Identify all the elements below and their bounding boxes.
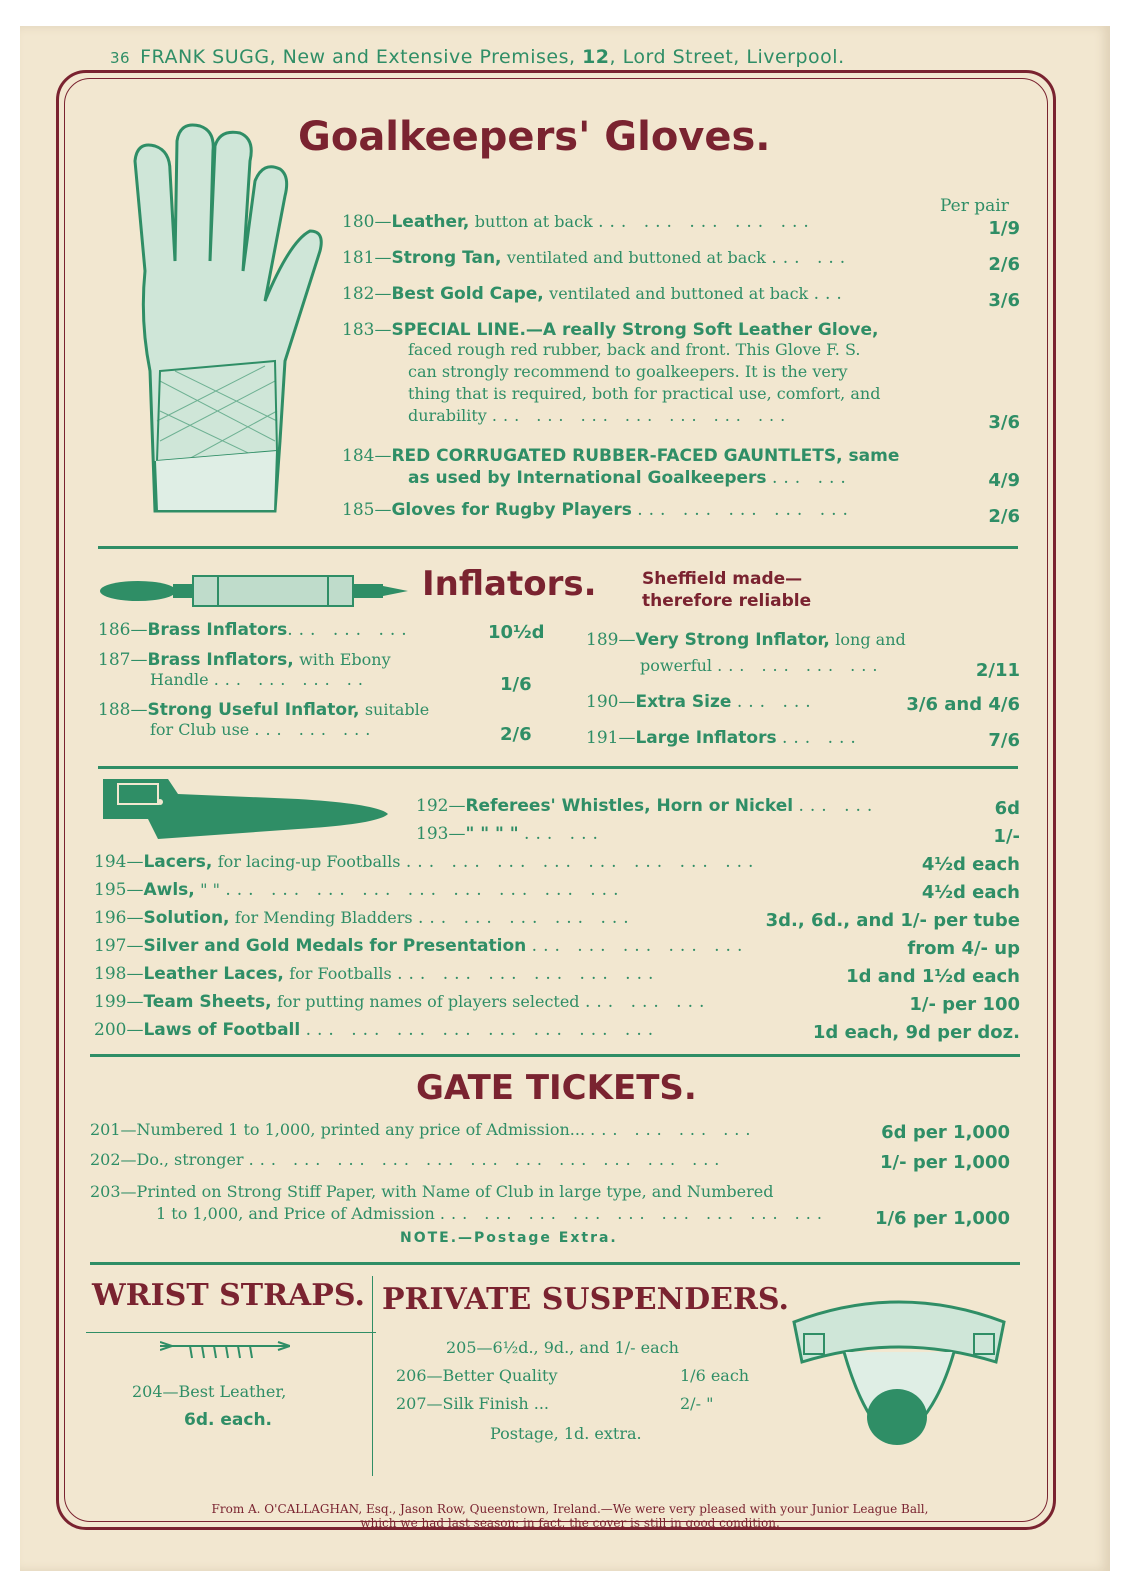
- column-divider: [372, 1276, 373, 1476]
- gate-tickets-title: GATE TICKETS.: [416, 1068, 697, 1108]
- price: 1/- per 100: [909, 994, 1020, 1015]
- list-item: 186—Brass Inflators... ... ...: [98, 620, 413, 640]
- price: 1/6: [500, 674, 532, 695]
- list-item: 191—Large Inflators ... ...: [586, 728, 862, 748]
- wrist-divider: [86, 1332, 376, 1333]
- item-desc: can strongly recommend to goalkeepers. It is the very: [408, 362, 848, 381]
- price: 1/-: [993, 826, 1020, 847]
- price: 2/- ": [680, 1394, 714, 1413]
- price: 1/6 each: [680, 1366, 750, 1385]
- list-item: 183—SPECIAL LINE.—A really Strong Soft Leather Glove,: [342, 320, 879, 340]
- postage-note: Postage, 1d. extra.: [490, 1424, 642, 1443]
- item-desc: thing that is required, both for practical use, comfort, and: [408, 384, 881, 403]
- price: 3d., 6d., and 1/- per tube: [765, 910, 1020, 931]
- header-text-d: , Lord Street, Liverpool.: [609, 46, 845, 68]
- postage-note: NOTE.—Postage Extra.: [400, 1230, 618, 1246]
- wrist-item: 204—Best Leather,: [132, 1382, 287, 1401]
- header-text-b: , New and Extensive Premises,: [269, 46, 583, 68]
- testimonial-footer: From A. O'CALLAGHAN, Esq., Jason Row, Queenstown, Ireland.—We were very pleased with your Junior League Ball, which we had last season; in fact, the cover is still in good condition.: [211, 1502, 929, 1530]
- price: 2/6: [500, 724, 532, 745]
- price: 2/11: [975, 660, 1020, 681]
- inflator-illustration: [98, 566, 418, 616]
- whistle-illustration: [98, 774, 398, 844]
- list-item: 207—Silk Finish ...: [396, 1394, 550, 1413]
- per-pair-label: Per pair: [940, 196, 1009, 216]
- catalogue-page: [20, 26, 1110, 1571]
- list-item: 203—Printed on Strong Stiff Paper, with Name of Club in large type, and Numbered: [90, 1182, 774, 1201]
- suspender-illustration: [784, 1292, 1014, 1462]
- price: 3/6: [988, 290, 1020, 311]
- list-item: 198—Leather Laces, for Footballs ... ... ... ... ... ...: [94, 964, 660, 984]
- list-item: 202—Do., stronger ... ... ... ... ... ... ... ... ... ... ...: [90, 1150, 726, 1169]
- list-item: 194—Lacers, for lacing-up Footballs ... ... ... ... ... ... ... ...: [94, 852, 760, 872]
- price: 3/6 and 4/6: [906, 694, 1020, 715]
- list-item: 180—Leather, button at back ... ... ... ... ...: [342, 212, 815, 232]
- section-divider: [98, 546, 1018, 549]
- item-desc: powerful ... ... ... ...: [640, 656, 884, 675]
- price: 10½d: [488, 622, 545, 643]
- list-item: 192—Referees' Whistles, Horn or Nickel ... ...: [416, 796, 879, 816]
- list-item: 206—Better Quality: [396, 1366, 558, 1385]
- price: 1/- per 1,000: [879, 1152, 1010, 1173]
- price: 2/6: [988, 254, 1020, 275]
- wrist-price: 6d. each.: [184, 1410, 273, 1430]
- inflators-tagline: Sheffield made— therefore reliable: [642, 569, 812, 611]
- price: 4/9: [988, 470, 1020, 491]
- list-item: 201—Numbered 1 to 1,000, printed any price of Admission... ... ... ... ...: [90, 1120, 757, 1139]
- list-item: 195—Awls, " " ... ... ... ... ... ... ... ... ...: [94, 880, 625, 900]
- price: 1/9: [988, 218, 1020, 239]
- list-item: 197—Silver and Gold Medals for Presentation ... ... ... ... ...: [94, 936, 749, 956]
- item-desc: Handle ... ... ... ..: [150, 670, 369, 689]
- gloves-title: Goalkeepers' Gloves.: [298, 114, 771, 160]
- list-item: 199—Team Sheets, for putting names of players selected ... ... ...: [94, 992, 711, 1012]
- list-item: 187—Brass Inflators, with Ebony: [98, 650, 391, 670]
- price: 3/6: [988, 412, 1020, 433]
- suspenders-title: PRIVATE SUSPENDERS.: [382, 1282, 789, 1317]
- price: 1/6 per 1,000: [874, 1208, 1010, 1229]
- list-item: 196—Solution, for Mending Bladders ... ... ... ... ...: [94, 908, 635, 928]
- list-item: 190—Extra Size ... ...: [586, 692, 817, 712]
- item-desc: durability ... ... ... ... ... ... ...: [408, 406, 792, 425]
- item-desc: as used by International Goalkeepers ... ...: [408, 468, 852, 488]
- wrist-straps-title: WRIST STRAPS.: [92, 1278, 365, 1313]
- item-desc: 1 to 1,000, and Price of Admission ... ... ... ... ... ... ... ... ...: [156, 1204, 828, 1223]
- section-divider: [90, 1054, 1020, 1057]
- price: 1d and 1½d each: [846, 966, 1020, 987]
- list-item: 193—" " " " ... ...: [416, 824, 604, 844]
- section-divider: [90, 1262, 1020, 1265]
- wrist-strap-illustration: [160, 1338, 290, 1362]
- list-item: 185—Gloves for Rugby Players ... ... ... ... ...: [342, 500, 854, 520]
- page-header: [110, 46, 1090, 68]
- price: from 4/- up: [907, 938, 1020, 959]
- price: 1d each, 9d per doz.: [812, 1022, 1020, 1043]
- list-item: 182—Best Gold Cape, ventilated and buttoned at back ...: [342, 284, 848, 304]
- list-item: 189—Very Strong Inflator, long and: [586, 630, 906, 650]
- list-item: 184—RED CORRUGATED RUBBER-FACED GAUNTLETS, same: [342, 446, 900, 466]
- item-desc: for Club use ... ... ...: [150, 720, 377, 739]
- list-item: 205—6½d., 9d., and 1/- each: [446, 1338, 679, 1357]
- price: 2/6: [988, 506, 1020, 527]
- item-desc: faced rough red rubber, back and front. This Glove F. S.: [408, 340, 861, 359]
- price: 7/6: [988, 730, 1020, 751]
- inflators-title: Inflators.: [422, 564, 597, 604]
- list-item: 188—Strong Useful Inflator, suitable: [98, 700, 430, 720]
- price: 4½d each: [921, 882, 1020, 903]
- page-number: 36: [110, 49, 131, 67]
- header-text-a: FRANK SUGG: [140, 46, 270, 68]
- list-item: 181—Strong Tan, ventilated and buttoned at back ... ...: [342, 248, 852, 268]
- price: 4½d each: [921, 854, 1020, 875]
- price: 6d per 1,000: [881, 1122, 1010, 1143]
- list-item: 200—Laws of Football ... ... ... ... ... ... ... ...: [94, 1020, 660, 1040]
- header-text-c: 12: [582, 46, 610, 68]
- section-divider: [98, 766, 1018, 769]
- price: 6d: [994, 798, 1020, 819]
- glove-illustration: [115, 121, 325, 531]
